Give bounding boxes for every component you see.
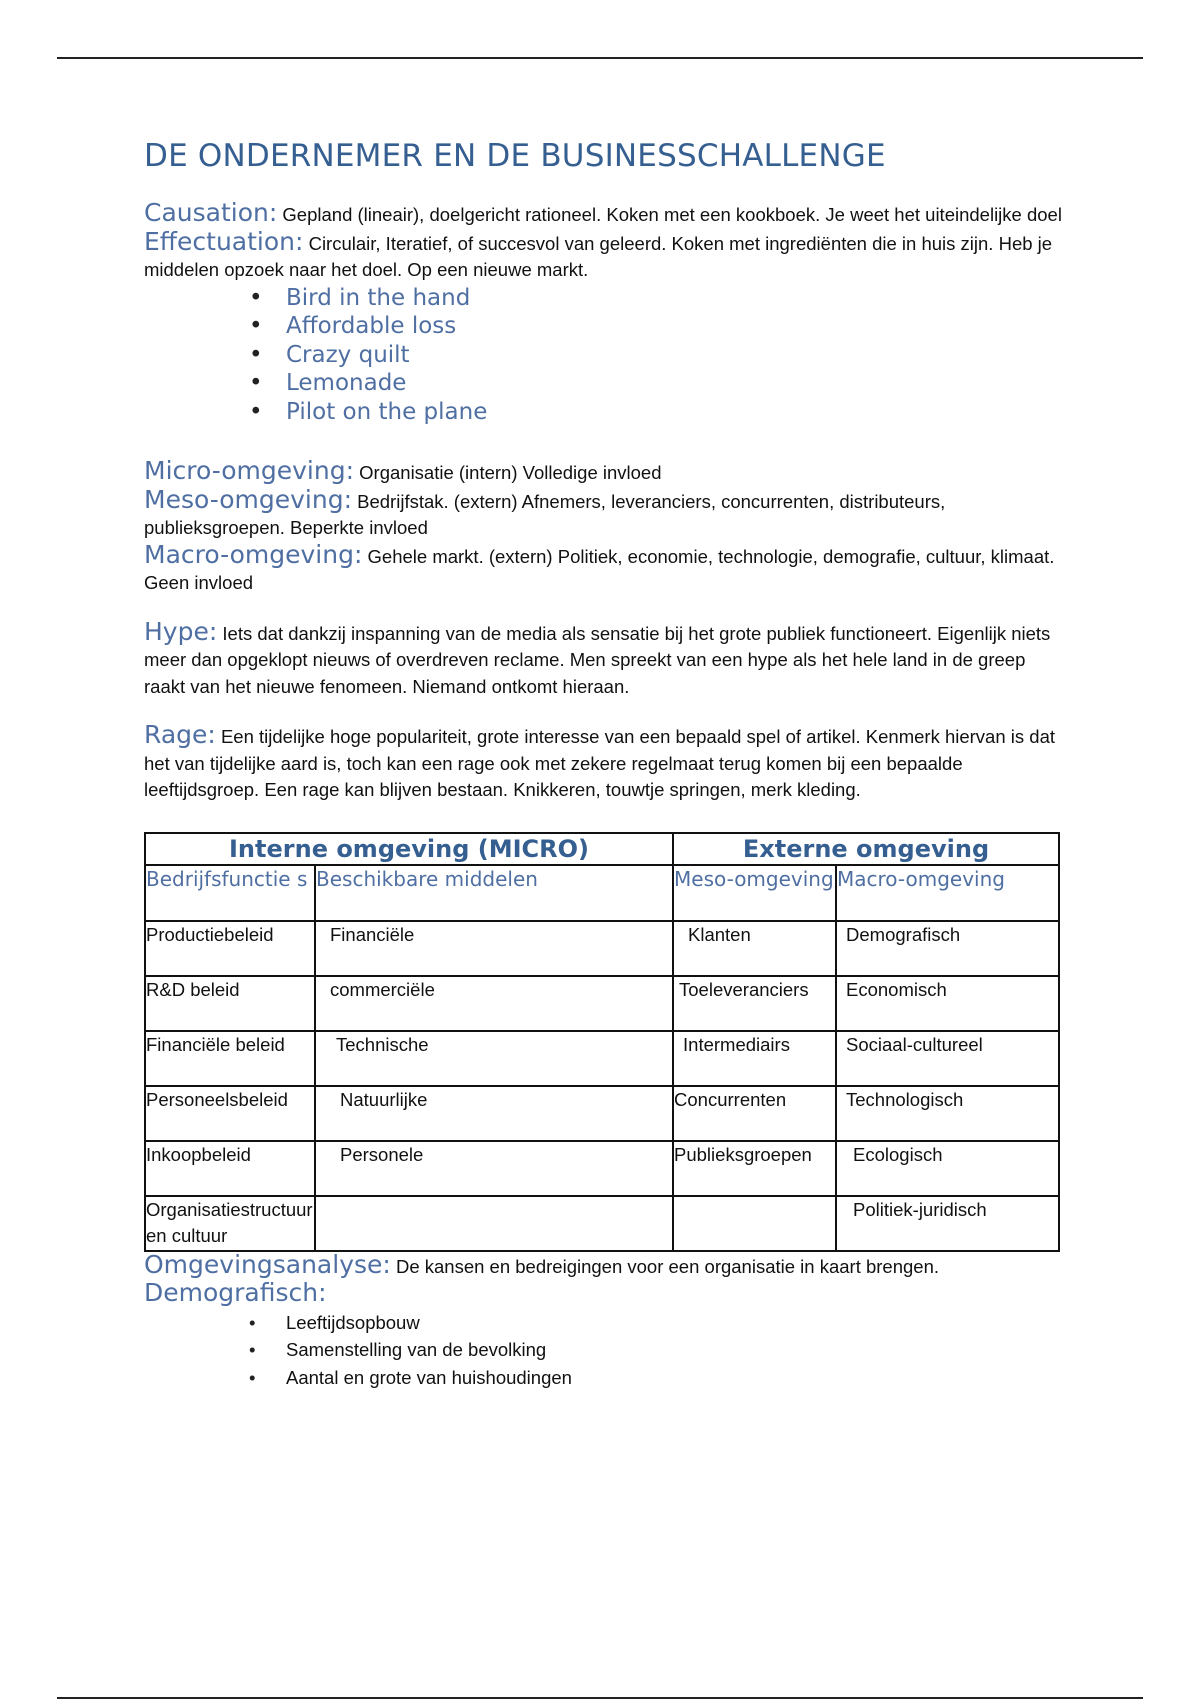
effectuation-term: Effectuation: [144,226,304,256]
demografisch-list [144,1309,1064,1392]
meso-definition [144,484,1064,542]
table-cell: Personele [315,1141,673,1196]
top-rule [57,57,1143,59]
table-header-extern: Externe omgeving [673,833,1059,865]
table-header-intern: Interne omgeving (MICRO) [145,833,673,865]
table-row [145,1031,1059,1086]
column-header: Bedrijfsfunctie s [145,865,315,921]
table-cell: Politiek-juridisch [836,1196,1059,1251]
causation-definition [144,200,1064,229]
effectuation-definition [144,226,1064,284]
list-item: • Lemonade [144,369,1064,398]
list-item: • Crazy quilt [144,341,1064,370]
table-cell: commerciële [315,976,673,1031]
table-cell: Sociaal-cultureel [836,1031,1059,1086]
page-title: DE ONDERNEMER EN DE BUSINESSCHALLENGE [144,138,886,174]
list-item: • Pilot on the plane [144,398,1064,427]
meso-term: Meso-omgeving: [144,484,352,514]
table-row [145,1141,1059,1196]
causation-term: Causation: [144,198,278,227]
table-cell: R&D beleid [145,976,315,1031]
macro-definition [144,539,1064,597]
table-row [145,976,1059,1031]
list-item: • Leeftijdsopbouw [144,1309,1064,1337]
omgeving-table [144,832,1060,1252]
list-item: • Affordable loss [144,312,1064,341]
omgevingsanalyse-definition [144,1249,1064,1281]
table-cell: Klanten [673,921,836,976]
omgevingsanalyse-term: Omgevingsanalyse: [144,1249,391,1279]
table-row [145,921,1059,976]
table-cell: Economisch [836,976,1059,1031]
bottom-rule [57,1697,1143,1699]
table-cell: Inkoopbeleid [145,1141,315,1196]
hype-text: Iets dat dankzij inspanning van de media als sensatie bij het grote publiek functioneert. Eigenlijk niets meer dan opgeklopt nieuws of overdreven reclame. Men spreekt van een hype als het hele land in de greep raakt van het nieuwe fenomeen. Niemand ontkomt hieraan. [144,622,1051,697]
table-cell: Technologisch [836,1086,1059,1141]
hype-term: Hype: [144,616,218,646]
rage-definition [144,722,1064,804]
demografisch-heading [144,1280,1064,1309]
list-item: • Bird in the hand [144,284,1064,313]
table-row [145,1086,1059,1141]
micro-term: Micro-omgeving: [144,456,355,485]
table-cell: Technische [315,1031,673,1086]
column-header: Macro-omgeving [836,865,1059,921]
hype-definition [144,616,1064,701]
causation-text: Gepland (lineair), doelgericht rationeel. Koken met een kookboek. Je weet het uiteindelijke doel [277,204,1062,225]
table-row [145,1196,1059,1251]
list-item: • Samenstelling van de bevolking [144,1336,1064,1364]
meso-text: Bedrijfstak. (extern) Afnemers, leveranciers, concurrenten, distributeurs, publieksgroepen. Beperkte invloed [144,490,946,538]
table-cell: Productiebeleid [145,921,315,976]
micro-definition [144,458,1064,487]
table-cell: Concurrenten [673,1086,836,1141]
table-cell: Personeelsbeleid [145,1086,315,1141]
omgevingsanalyse-text: De kansen en bedreigingen voor een organisatie in kaart brengen. [390,1255,940,1277]
macro-text: Gehele markt. (extern) Politiek, economie, technologie, demografie, cultuur, klimaat. Geen invloed [144,545,1055,593]
table-cell: Toeleveranciers [673,976,836,1031]
table-cell: Natuurlijke [315,1086,673,1141]
table-cell: Publieksgroepen [673,1141,836,1196]
document-page [144,138,1064,1391]
list-item: • Aantal en grote van huishoudingen [144,1364,1064,1392]
rage-term: Rage: [144,720,216,749]
demografisch-term: Demografisch: [144,1278,327,1307]
table-cell: Intermediairs [673,1031,836,1086]
table-cell: Financiële [315,921,673,976]
table-cell [673,1196,836,1251]
column-header: Beschikbare middelen [315,865,673,921]
table-cell: Organisatiestructuur en cultuur [145,1196,315,1251]
micro-text: Organisatie (intern) Volledige invloed [354,462,662,483]
effectuation-text: Circulair, Iteratief, of succesvol van geleerd. Koken met ingrediënten die in huis zijn. Heb je middelen opzoek naar het doel. Op een nieuwe markt. [144,232,1053,280]
table-cell [315,1196,673,1251]
table-cell: Demografisch [836,921,1059,976]
rage-text: Een tijdelijke hoge populariteit, grote interesse van een bepaald spel of artikel. Kenmerk hiervan is dat het van tijdelijke aard is, toch kan een rage ook met zekere regelmaat terug komen bij een bepaalde leeftijdsgroep. Een rage kan blijven bestaan. Knikkeren, touwtje springen, merk kleding. [144,726,1055,800]
table-cell: Ecologisch [836,1141,1059,1196]
table-cell: Financiële beleid [145,1031,315,1086]
macro-term: Macro-omgeving: [144,539,363,569]
column-header: Meso-omgeving [673,865,836,921]
effectuation-principles-list [144,284,1064,427]
